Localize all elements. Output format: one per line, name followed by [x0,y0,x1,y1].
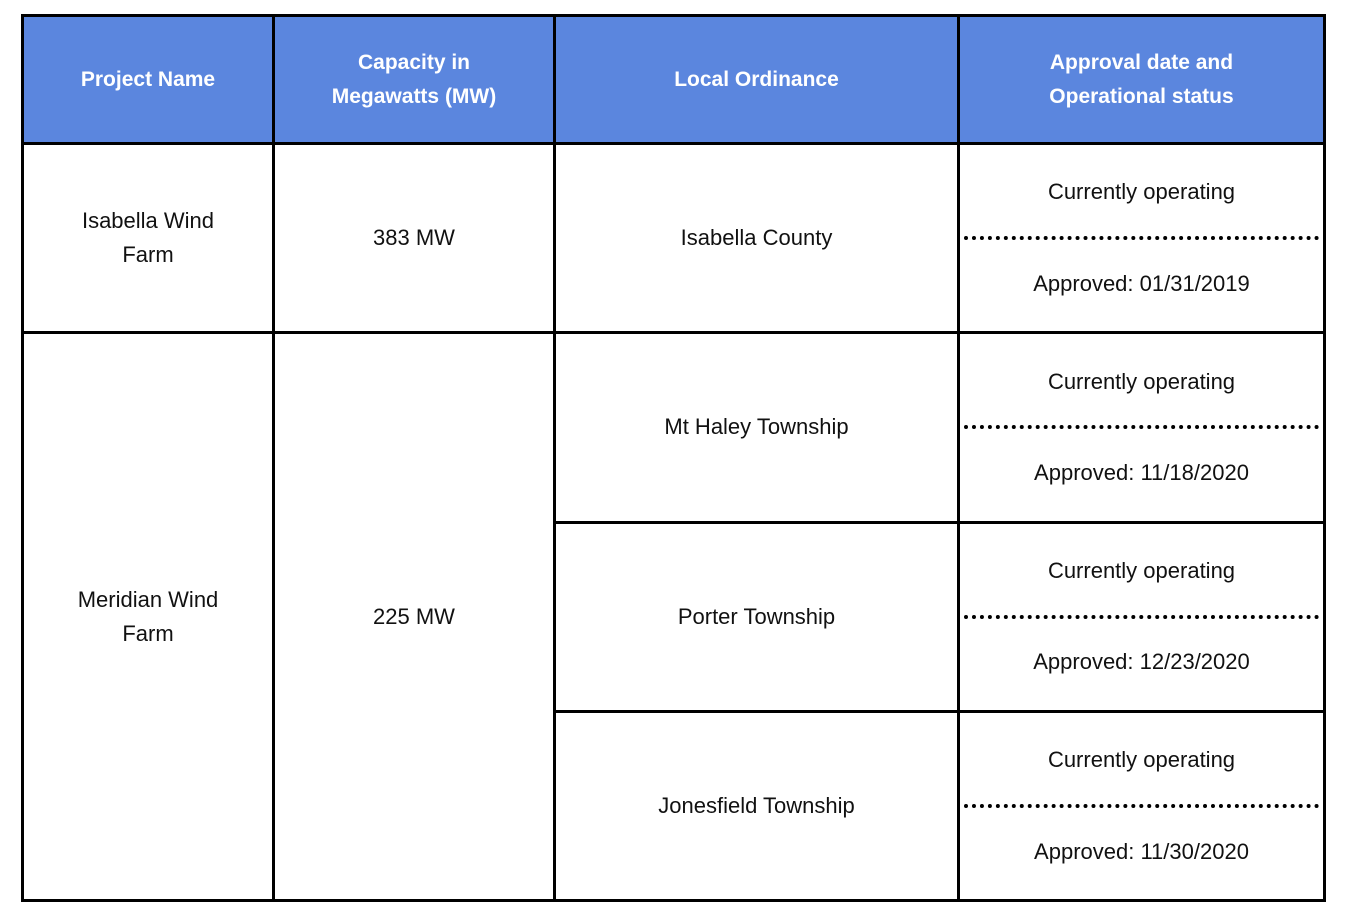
ordinance-cell: Mt Haley Township [555,333,959,522]
project-name-cell [23,333,274,901]
header-project-name [23,16,274,144]
operational-status: Currently operating [1047,179,1236,205]
header-project-name-label: Project Name [80,67,216,91]
operational-status: Currently operating [1047,747,1236,773]
table-row [23,144,1325,333]
operational-status: Currently operating [1047,557,1236,583]
header-capacity [274,16,555,144]
ordinance-cell: Jonesfield Township [555,711,959,900]
approval-date: Approved: 11/30/2020 [1034,838,1249,864]
status-cell [959,522,1325,711]
capacity-cell: 383 MW [274,144,555,333]
project-name-line1: Isabella Wind [81,208,215,234]
header-capacity-line2: Megawatts (MW) [331,84,497,108]
approval-date: Approved: 11/18/2020 [1034,460,1249,486]
header-local-ordinance [555,16,959,144]
header-row [23,16,1325,144]
status-cell [959,333,1325,522]
project-name-line1: Meridian Wind [77,586,219,612]
project-name-cell [23,144,274,333]
project-name-line2: Farm [122,620,174,646]
table-body [23,144,1325,901]
ordinance-cell: Isabella County [555,144,959,333]
status-cell [959,711,1325,900]
header-local-ordinance-label: Local Ordinance [674,67,839,91]
table-header [23,16,1325,144]
header-status-line1: Approval date and [1049,50,1234,74]
operational-status: Currently operating [1047,368,1236,394]
table-row [23,333,1325,522]
project-name-line2: Farm [122,242,174,268]
status-cell [959,144,1325,333]
header-status-line2: Operational status [1049,84,1234,108]
header-capacity-line1: Capacity in [357,50,471,74]
approval-date: Approved: 01/31/2019 [1033,270,1250,296]
approval-date: Approved: 12/23/2020 [1033,649,1250,675]
wind-projects-table [21,14,1326,902]
capacity-cell: 225 MW [274,333,555,901]
header-status [959,16,1325,144]
ordinance-cell: Porter Township [555,522,959,711]
